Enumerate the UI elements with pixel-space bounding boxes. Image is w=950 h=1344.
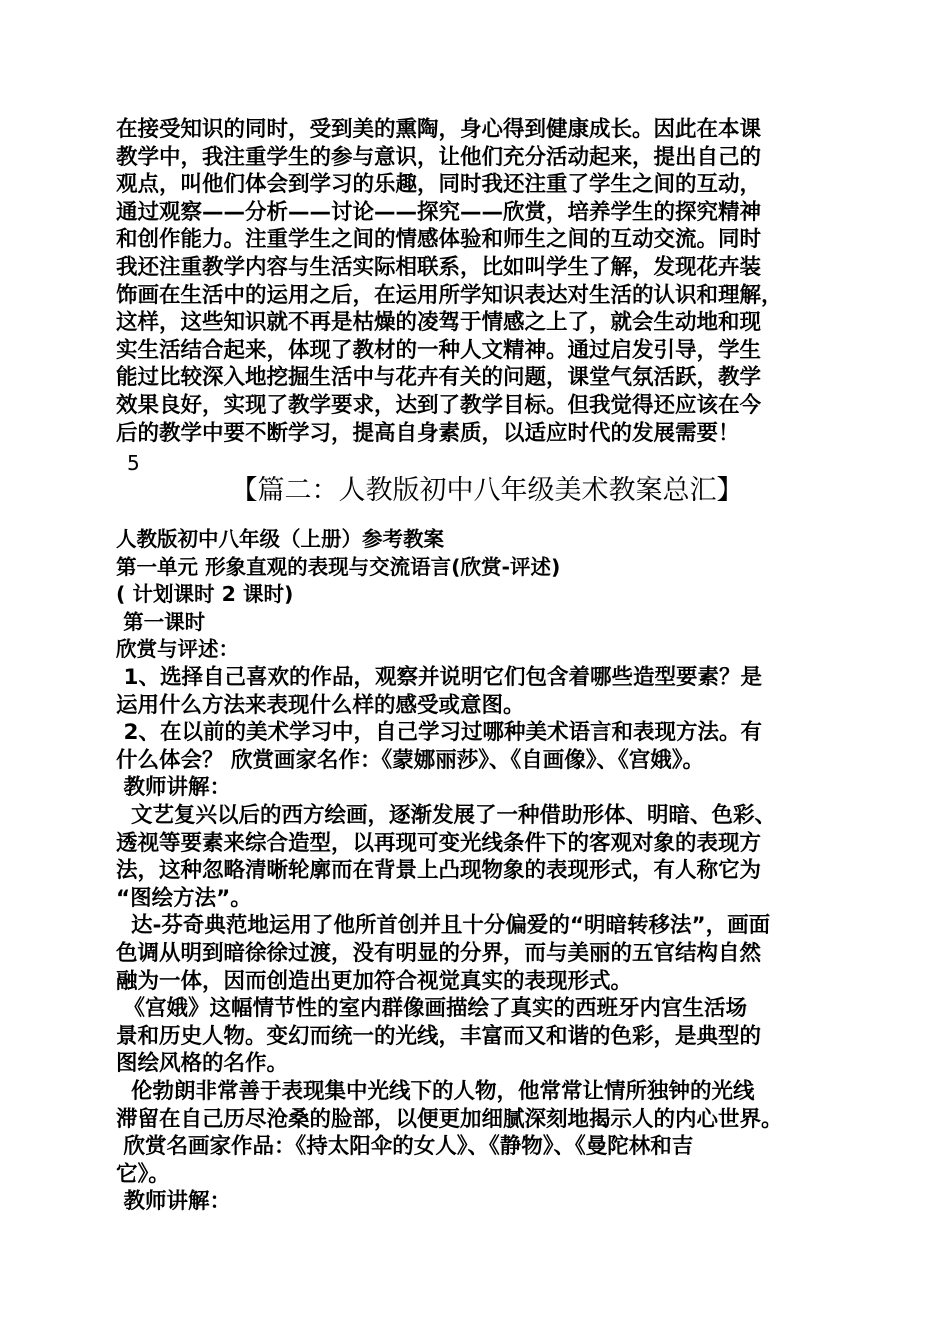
intro-line: 能过比较深入地挖掘生活中与花卉有关的问题，课堂气氛活跃，教学 (116, 365, 762, 391)
body-line: 达-芬奇典范地运用了他所首创并且十分偏爱的“明暗转移法”，画面 (116, 913, 771, 939)
planned-hours: ( 计划课时 2 课时) (116, 582, 294, 607)
body-line: 滞留在自己历尽沧桑的脸部，以便更加细腻深刻地揭示人的内心世界。 (116, 1106, 783, 1132)
body-line: 教师讲解： (116, 1189, 231, 1215)
page-number: 5 (127, 451, 140, 475)
body-line: 法，这种忽略清晰轮廓而在背景上凸现物象的表现形式，有人称它为 (116, 858, 762, 884)
unit-title: 第一单元 形象直观的表现与交流语言(欣赏-评述) (116, 554, 561, 579)
lesson-period: 第一课时 (116, 609, 206, 634)
body-line: 它》。 (116, 1161, 170, 1187)
body-line: 伦勃朗非常善于表现集中光线下的人物，他常常让情所独钟的光线 (116, 1078, 755, 1104)
body-line: 图绘风格的名作。 (116, 1051, 289, 1077)
intro-line: 这样，这些知识就不再是枯燥的凌驾于情感之上了，就会生动地和现 (116, 310, 762, 336)
appreciation-heading: 欣赏与评述： (116, 637, 239, 662)
body-line: 教师讲解： (116, 775, 231, 801)
intro-line: 在接受知识的同时，受到美的熏陶，身心得到健康成长。因此在本课 (116, 117, 762, 142)
body-line: 文艺复兴以后的西方绘画，逐渐发展了一种借助形体、明暗、色彩、 (116, 802, 776, 828)
intro-line: 观点，叫他们体会到学习的乐趣，同时我还注重了学生之间的互动， (116, 172, 762, 198)
intro-line: 饰画在生活中的运用之后，在运用所学知识表达对生活的认识和理解， (116, 282, 783, 308)
body-line: 2、在以前的美术学习中，自己学习过哪种美术语言和表现方法。有 (116, 720, 762, 746)
body-line: “图绘方法”。 (116, 885, 252, 911)
intro-line: 效果良好，实现了教学要求，达到了教学目标。但我觉得还应该在今 (116, 392, 762, 418)
intro-line: 和创作能力。注重学生之间的情感体验和师生之间的互动交流。同时 (116, 227, 762, 253)
intro-line: 我还注重教学内容与生活实际相联系，比如叫学生了解，发现花卉装 (116, 254, 762, 280)
body-line: 景和历史人物。变幻而统一的光线，丰富而又和谐的色彩，是典型的 (116, 1023, 762, 1049)
body-line: 色调从明到暗徐徐过渡，没有明显的分界，而与美丽的五官结构自然 (116, 940, 762, 966)
body-line: 融为一体，因而创造出更加符合视觉真实的表现形式。 (116, 968, 633, 994)
intro-line: 实生活结合起来，体现了教材的一种人文精神。通过启发引导，学生 (116, 337, 762, 363)
body-text (116, 664, 840, 1216)
lesson-headings (116, 526, 846, 664)
body-line: 什么体会？ 欣赏画家名作：《蒙娜丽莎》、《自画像》、《宫娥》。 (116, 747, 704, 773)
body-line: 运用什么方法来表现什么样的感受或意图。 (116, 692, 525, 718)
intro-line: 后的教学中要不断学习，提高自身素质，以适应时代的发展需要！ (116, 420, 740, 446)
body-line: 欣赏名画家作品：《持太阳伞的女人》、《静物》、《曼陀林和吉 (116, 1134, 694, 1160)
body-line: 1、选择自己喜欢的作品，观察并说明它们包含着哪些造型要素？是 (116, 665, 762, 690)
body-line: 《宫娥》这幅情节性的室内群像画描绘了真实的西班牙内宫生活场 (116, 996, 747, 1022)
intro-line: 通过观察——分析——讨论——探究——欣赏，培养学生的探究精神 (116, 199, 762, 225)
intro-paragraph (116, 116, 840, 447)
intro-line: 教学中，我注重学生的参与意识，让他们充分活动起来，提出自己的 (116, 144, 762, 170)
section-title: 【篇二：人教版初中八年级美术教案总汇】 (230, 475, 744, 506)
body-line: 透视等要素来综合造型，以再现可变光线条件下的客观对象的表现方 (116, 830, 762, 856)
lesson-title: 人教版初中八年级（上册）参考教案 (116, 527, 444, 551)
